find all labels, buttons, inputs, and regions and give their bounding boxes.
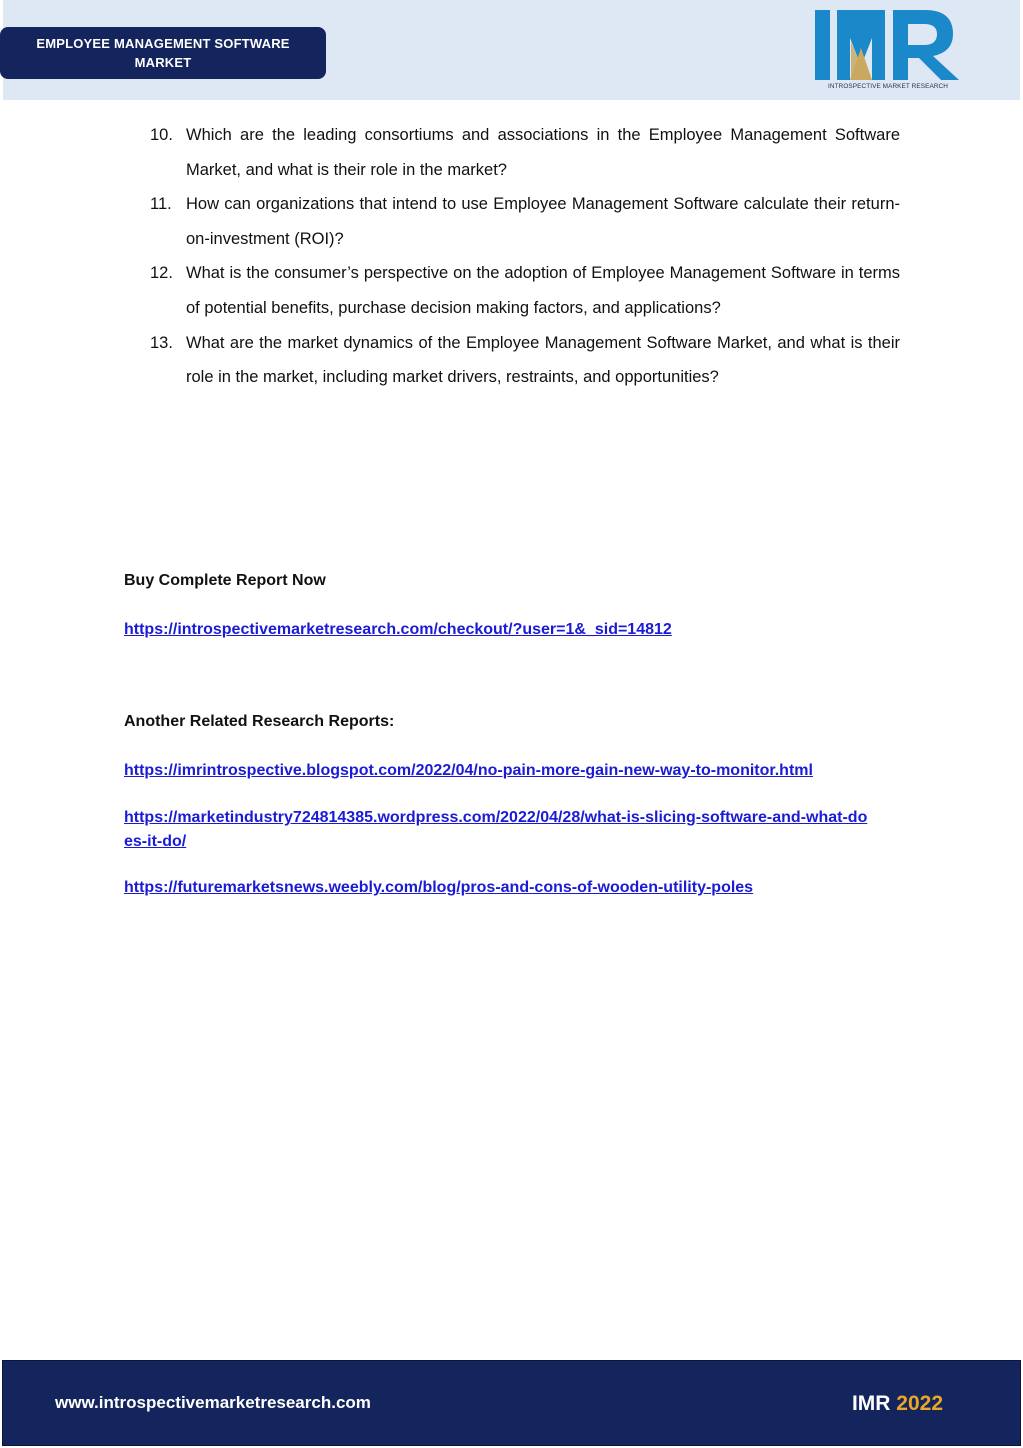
question-text: What is the consumer’s perspective on the adoption of Employee Management Software in terms of potential benefits, purchase decision making factors, and applications? (186, 264, 900, 317)
question-number: 11. (150, 195, 172, 214)
footer-website[interactable]: www.introspectivemarketresearch.com (55, 1393, 371, 1412)
question-text: What are the market dynamics of the Employee Management Software Market, and what is their role in the market, including market drivers, restraints, and opportunities? (186, 333, 900, 387)
list-item (150, 326, 900, 395)
list-item (150, 187, 900, 256)
related-report-link[interactable]: https://marketindustry724814385.wordpress.com/2022/04/28/what-is-slicing-software-and-what-does-it-do/ (124, 809, 868, 850)
buy-report-link[interactable]: https://introspectivemarketresearch.com/checkout/?user=1&_sid=14812 (124, 621, 672, 638)
related-report-link[interactable]: https://futuremarketsnews.weebly.com/blog/pros-and-cons-of-wooden-utility-poles (124, 879, 754, 896)
footer-year: 2022 (896, 1392, 943, 1415)
footer-brand (852, 1392, 943, 1416)
question-text: How can organizations that intend to use Employee Management Software calculate their return-on-investment (ROI)? (186, 195, 900, 248)
imr-logo (813, 8, 963, 96)
question-list (150, 118, 900, 395)
imr-logo-icon (813, 8, 963, 84)
report-title: EMPLOYEE MANAGEMENT SOFTWARE MARKET (36, 36, 290, 70)
question-number: 10. (150, 126, 173, 144)
related-report-link[interactable]: https://imrintrospective.blogspot.com/2022/04/no-pain-more-gain-new-way-to-monitor.html (124, 762, 813, 779)
list-item (150, 118, 900, 187)
logo-caption: INTROSPECTIVE MARKET RESEARCH (828, 83, 948, 90)
footer (2, 1360, 1021, 1446)
question-text: Which are the leading consortiums and associations in the Employee Management Software Market, and what is their role in the market? (186, 126, 900, 179)
report-title-badge (0, 27, 326, 79)
related-reports-heading: Another Related Research Reports: (124, 713, 395, 730)
list-item (150, 256, 900, 325)
footer-brand-name: IMR (851, 1392, 891, 1415)
question-number: 12. (150, 264, 173, 283)
question-number: 13. (150, 333, 173, 352)
buy-report-heading: Buy Complete Report Now (124, 572, 326, 589)
